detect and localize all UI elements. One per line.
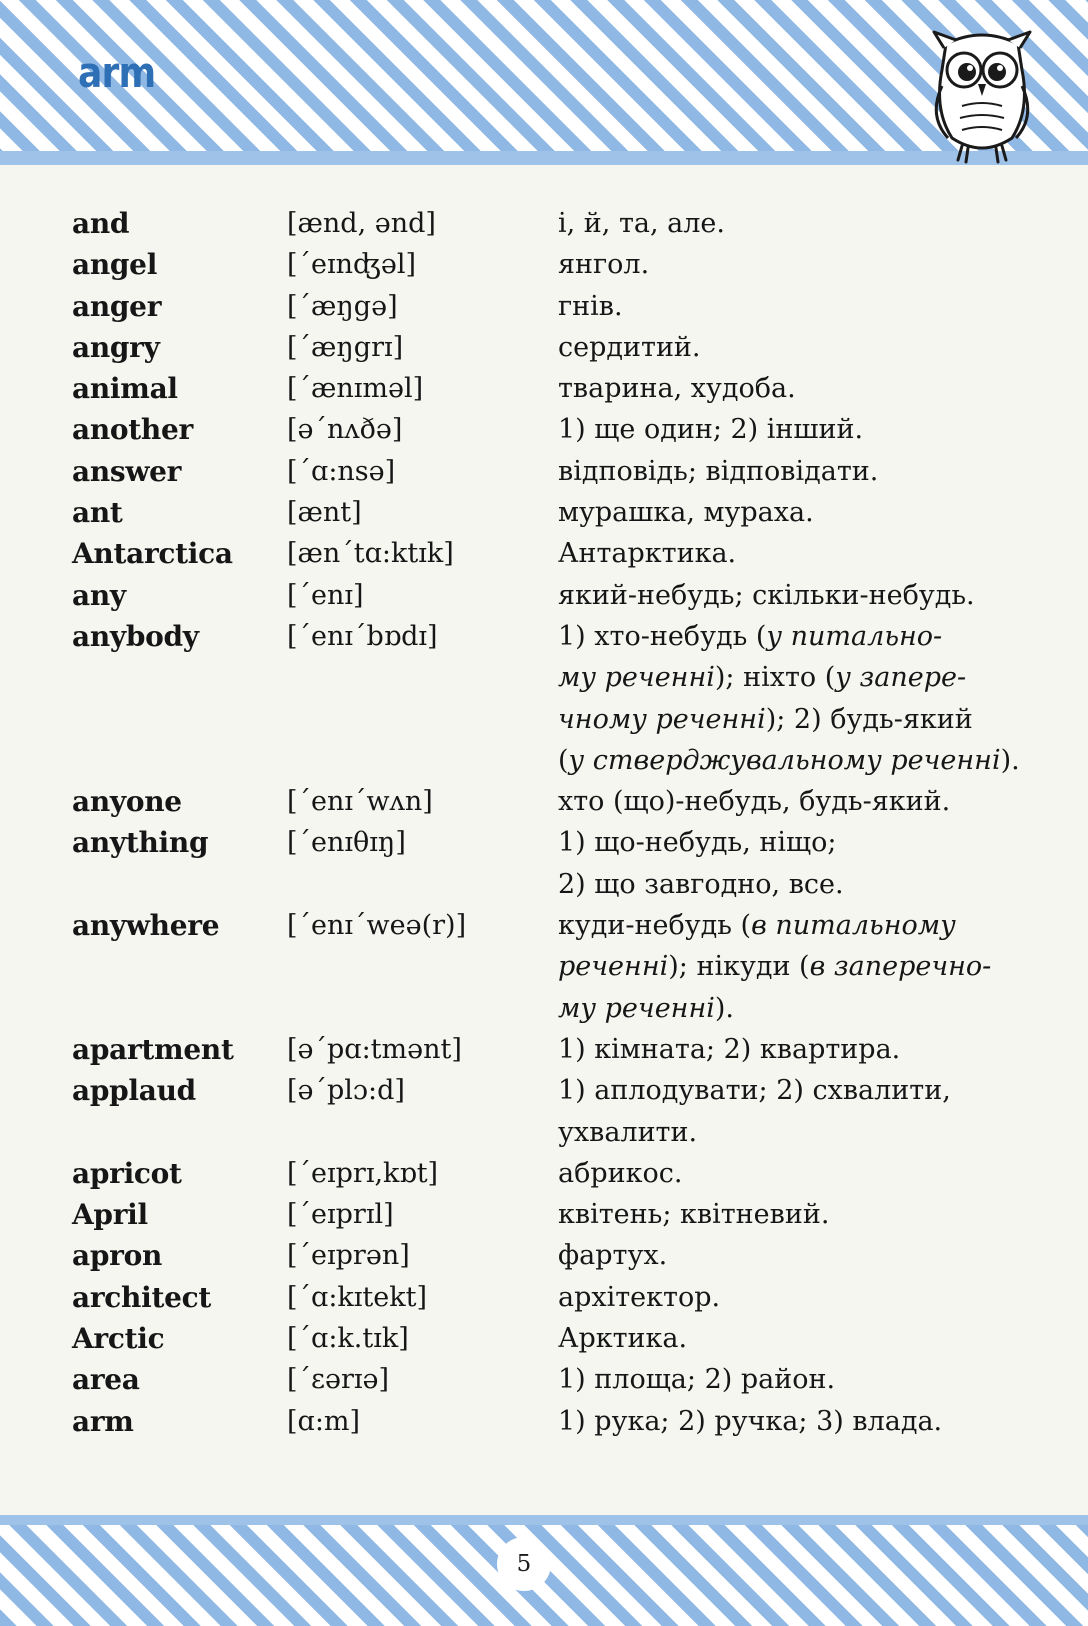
transcription: [΄ɑ:kɪtekt] (287, 1281, 427, 1313)
headword: anyone (72, 785, 182, 819)
headword: area (72, 1363, 140, 1397)
translation-text: ). (1000, 744, 1020, 776)
translation-text: 1) що-небудь, ніщо; (558, 827, 837, 859)
dictionary-entry (0, 492, 1088, 533)
translation-text: який-небудь; скільки-небудь. (558, 579, 975, 611)
dictionary-entry (0, 1318, 1088, 1359)
transcription: [ə΄plɔ:d] (287, 1075, 405, 1107)
translation-line (0, 988, 1088, 1029)
translation-line (0, 203, 1088, 244)
transcription: [΄eɪnʤəl] (287, 249, 417, 281)
translation-text: ( (558, 744, 569, 776)
dictionary-entry (0, 327, 1088, 368)
transcription: [΄æŋgrɪ] (287, 331, 404, 363)
transcription: [΄ɛərɪə] (287, 1364, 390, 1396)
translation-text: 2) що завгодно, все. (558, 868, 844, 900)
translation-text: відповідь; відповідати. (558, 455, 879, 487)
translation-text: 1) площа; 2) район. (558, 1364, 836, 1396)
dictionary-entry (0, 1235, 1088, 1276)
translation-line (0, 946, 1088, 987)
translation-text: квітень; квітневий. (558, 1199, 830, 1231)
transcription: [΄eɪprən] (287, 1240, 410, 1272)
transcription: [΄enɪ΄bɒdɪ] (287, 620, 438, 652)
transcription: [΄ɑ:nsə] (287, 455, 396, 487)
dictionary-entry (0, 1194, 1088, 1235)
translation-text: 1) кімната; 2) квартира. (558, 1033, 901, 1065)
usage-note: у запере- (835, 662, 967, 694)
dictionary-entry (0, 905, 1088, 1029)
transcription: [ə΄nʌðə] (287, 414, 403, 446)
headword: and (72, 207, 130, 240)
headword: angel (72, 248, 158, 282)
translation-line (0, 244, 1088, 285)
transcription: [΄æŋgə] (287, 290, 398, 322)
headword: anything (72, 826, 209, 860)
translation-text: гнів. (558, 290, 623, 322)
headword: apricot (72, 1156, 182, 1190)
transcription: [ænd, ənd] (287, 208, 436, 239)
headword: angry (72, 330, 160, 364)
dictionary-entry (0, 575, 1088, 616)
translation-text: фартух. (558, 1240, 668, 1272)
translation-text: сердитий. (558, 331, 701, 363)
dictionary-entry (0, 244, 1088, 285)
headword: anywhere (72, 909, 220, 943)
translation-line (0, 575, 1088, 616)
dictionary-entry (0, 1359, 1088, 1400)
dictionary-entry (0, 203, 1088, 244)
transcription: [΄enɪθɪŋ] (287, 827, 406, 859)
translation-text: мурашка, мураха. (558, 497, 814, 529)
headword: any (72, 578, 126, 612)
translation-line (0, 492, 1088, 533)
headword: arm (72, 1404, 134, 1438)
usage-note: в питальному (751, 910, 956, 942)
translation-text: 1) хто-небудь ( (558, 620, 767, 652)
translation-text: ухвалити. (558, 1116, 698, 1148)
translation-line (0, 1112, 1088, 1153)
dictionary-entry (0, 1277, 1088, 1318)
page-number: 5 (516, 1551, 532, 1577)
dictionary-entry (0, 1401, 1088, 1442)
dictionary-entry (0, 533, 1088, 574)
dictionary-entry (0, 616, 1088, 781)
dictionary-entry (0, 368, 1088, 409)
dictionary-entry (0, 1153, 1088, 1194)
headword: April (72, 1198, 148, 1232)
translation-line (0, 657, 1088, 698)
translation-text: хто (що)-небудь, будь-який. (558, 786, 951, 818)
owl-illustration (926, 26, 1038, 166)
headword: answer (72, 454, 182, 488)
header-guide-word: arm (78, 48, 156, 97)
translation-line (0, 1194, 1088, 1235)
headword: another (72, 413, 193, 447)
usage-note: реченні (558, 951, 669, 983)
usage-note: у стверджувальному реченні (568, 744, 1001, 776)
translation-line (0, 327, 1088, 368)
translation-text: 1) рука; 2) ручка; 3) влада. (558, 1405, 943, 1437)
dictionary-entry (0, 451, 1088, 492)
headword: anybody (72, 619, 199, 653)
translation-line (0, 1235, 1088, 1276)
dictionary-entry-list (0, 203, 1088, 1442)
usage-note: му реченні (558, 992, 715, 1024)
translation-text: 1) ще один; 2) інший. (558, 414, 864, 446)
dictionary-entry (0, 822, 1088, 905)
usage-note: у питально- (766, 620, 943, 652)
usage-note: в заперечно- (809, 951, 992, 983)
translation-line (0, 740, 1088, 781)
transcription: [æn΄tɑ:ktɪk] (287, 538, 454, 570)
usage-note: чному реченні (558, 703, 766, 735)
transcription: [΄eɪprɪl] (287, 1199, 394, 1231)
headword: ant (72, 496, 123, 530)
translation-text: Арктика. (558, 1323, 688, 1355)
transcription: [΄ænɪməl] (287, 373, 424, 405)
dictionary-entry (0, 286, 1088, 327)
translation-line (0, 864, 1088, 905)
translation-text: ); ніхто ( (714, 662, 836, 694)
headword: animal (72, 372, 178, 406)
dictionary-entry (0, 1070, 1088, 1153)
transcription: [΄enɪ΄weə(r)] (287, 910, 467, 942)
translation-text: 1) аплодувати; 2) схвалити, (558, 1075, 951, 1107)
headword: architect (72, 1280, 211, 1314)
dictionary-entry (0, 409, 1088, 450)
translation-text: ); 2) будь-який (765, 703, 973, 735)
translation-text: куди-небудь ( (558, 910, 752, 942)
transcription: [΄enɪ] (287, 579, 364, 611)
headword: apron (72, 1239, 163, 1273)
translation-line (0, 1401, 1088, 1442)
headword: apartment (72, 1032, 234, 1066)
translation-text: ). (714, 992, 734, 1024)
page-number-badge (497, 1537, 551, 1591)
translation-text: і, й, та, але. (558, 208, 725, 239)
translation-text: янгол. (558, 249, 650, 281)
translation-text: архітектор. (558, 1281, 721, 1313)
transcription: [΄enɪ΄wʌn] (287, 786, 433, 818)
translation-line (0, 699, 1088, 740)
headword: Antarctica (72, 537, 233, 571)
headword: anger (72, 289, 162, 323)
transcription: [΄eɪprɪ,kɒt] (287, 1157, 439, 1189)
translation-text: абрикос. (558, 1157, 683, 1189)
header-stripe-band (0, 0, 1088, 165)
transcription: [΄ɑ:k.tɪk] (287, 1323, 409, 1355)
transcription: [ɑ:m] (287, 1405, 361, 1437)
usage-note: му реченні (558, 662, 715, 694)
translation-line (0, 1359, 1088, 1400)
dictionary-entry (0, 781, 1088, 822)
headword: Arctic (72, 1322, 165, 1356)
translation-line (0, 286, 1088, 327)
translation-text: тварина, худоба. (558, 373, 796, 405)
translation-text: ); нікуди ( (668, 951, 810, 983)
transcription: [ə΄pɑ:tmənt] (287, 1033, 462, 1065)
dictionary-entry (0, 1029, 1088, 1070)
translation-text: Антарктика. (558, 538, 737, 570)
headword: applaud (72, 1074, 196, 1108)
transcription: [ænt] (287, 497, 362, 529)
